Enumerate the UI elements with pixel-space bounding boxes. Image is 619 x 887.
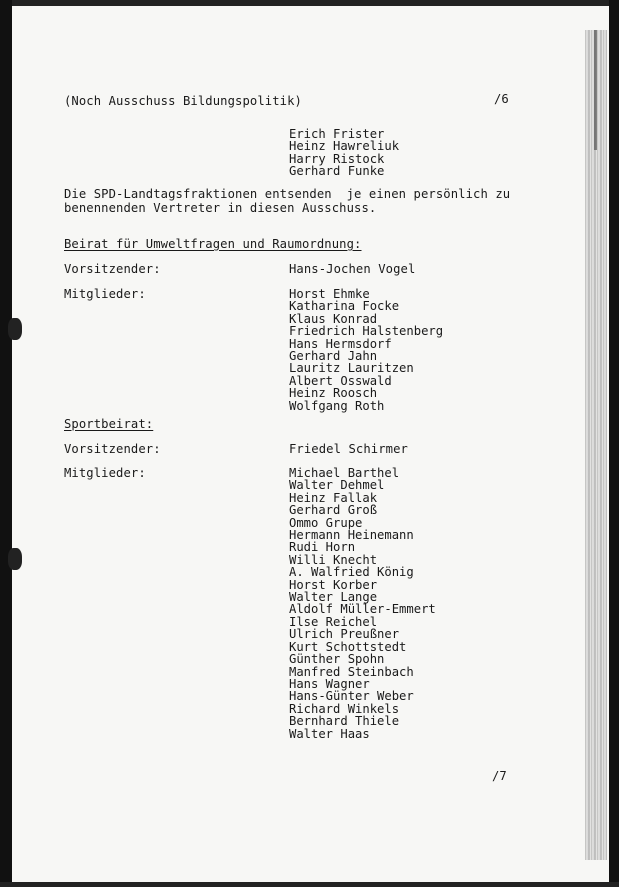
list-item: Horst Ehmke [289,287,370,301]
spd-note-line-2: benennenden Vertreter in diesen Ausschuss. [64,201,377,215]
list-item: Heinz Fallak [289,490,378,505]
list-item: Horst Korber [289,577,378,592]
punch-hole [8,548,22,570]
list-item: Gerhard Jahn [289,349,378,364]
sport-chair-label: Vorsitzender: [64,442,161,456]
sport-heading: Sportbeirat: [64,417,154,431]
list-item: Bernhard Thiele [289,714,400,729]
umwelt-chair-label: Vorsitzender: [64,262,161,276]
list-item: Lauritz Lauritzen [289,361,414,376]
list-item: Hans Hermsdorf [289,336,392,351]
list-item: Hans Wagner [289,676,370,691]
spd-note-line-1: Die SPD-Landtagsfraktionen entsenden je einen persönlich zu [64,187,511,201]
scan-border-right [609,0,619,887]
list-item: Rudi Horn [289,540,356,555]
list-item: Ilse Reichel [289,614,378,629]
umwelt-heading: Beirat für Umweltfragen und Raumordnung: [64,237,362,251]
binder-edge [585,30,607,860]
list-item: Heinz Roosch [289,386,378,401]
list-item: Günther Spohn [289,652,385,667]
page-number: /6 [494,92,509,106]
list-item: Wolfgang Roth [289,398,385,413]
list-item: Hermann Heinemann [289,528,414,543]
binder-shadow [594,30,597,150]
list-item: Richard Winkels [289,701,400,716]
umwelt-member-list [289,288,443,412]
list-item: Gerhard Funke [289,164,385,179]
list-item: Walter Haas [289,726,370,741]
list-item: Klaus Konrad [289,311,378,326]
continuation-heading: (Noch Ausschuss Bildungspolitik) [64,94,302,108]
scan-border-left [0,0,12,887]
sport-member-list [289,467,436,740]
list-item: Michael Barthel [289,466,400,480]
list-item: Ommo Grupe [289,515,363,530]
list-item: Albert Osswald [289,373,392,388]
list-item: Willi Knecht [289,552,378,567]
list-item: Kurt Schottstedt [289,639,407,654]
list-item: Gerhard Groß [289,503,378,518]
list-item: Aldolf Müller-Emmert [289,602,436,617]
list-item: Walter Lange [289,590,378,605]
bildung-member-list [289,128,399,178]
list-item: Harry Ristock [289,151,385,166]
sport-members-label: Mitglieder: [64,466,146,480]
list-item: Friedrich Halstenberg [289,324,444,339]
list-item: Walter Dehmel [289,478,385,493]
next-page-marker: /7 [492,769,507,783]
scan-border-top [0,0,619,6]
scan-border-bottom [0,882,619,887]
umwelt-chair: Hans-Jochen Vogel [289,262,416,276]
list-item: Heinz Hawreliuk [289,139,400,154]
list-item: Manfred Steinbach [289,664,414,679]
sport-chair: Friedel Schirmer [289,442,408,456]
list-item: A. Walfried König [289,565,414,580]
umwelt-members-label: Mitglieder: [64,287,146,301]
list-item: Hans-Günter Weber [289,689,414,704]
list-item: Katharina Focke [289,299,400,314]
list-item: Erich Frister [289,127,385,141]
punch-hole [8,318,22,340]
list-item: Ulrich Preußner [289,627,400,642]
